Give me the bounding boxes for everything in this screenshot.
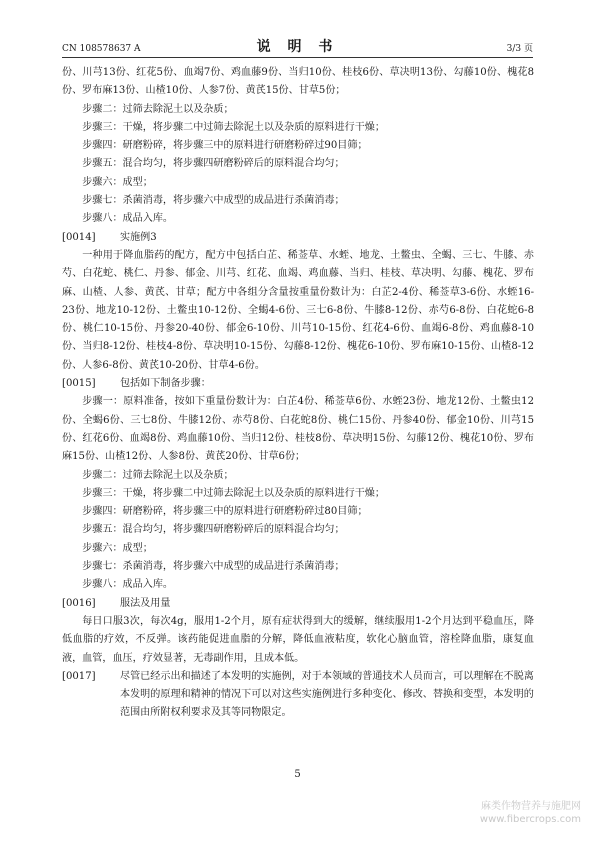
page-indicator: 3/3 页 [506, 44, 533, 54]
body-paragraph: 步骤七：杀菌消毒，将步骤六中成型的成品进行杀菌消毒； [82, 195, 345, 207]
patent-number: CN 108578637 A [62, 44, 141, 54]
section-paragraph [62, 375, 534, 393]
body-paragraph: 步骤八：成品入库。 [82, 213, 174, 225]
continued-paragraph: 份、川芎13份、红花5份、血竭7份、鸡血藤9份、当归10份、桂枝6份、草决明13份、勾藤10份、槐花8份、罗布麻13份、山楂10份、人参7份、黄芪15份、甘草5份； [62, 67, 534, 97]
body-paragraph: 步骤六：成型； [82, 542, 153, 554]
document-title: 说 明 书 [256, 39, 339, 55]
body-paragraph: 步骤五：混合均匀，将步骤四研磨粉碎后的原料混合均匀； [82, 158, 345, 170]
body-paragraph: 步骤七：杀菌消毒，将步骤六中成型的成品进行杀菌消毒； [82, 561, 345, 573]
page-number: 5 [294, 769, 301, 780]
paragraph-text: 实施例3 [120, 231, 157, 243]
watermark [480, 800, 581, 826]
body-paragraph: 每日口服3次，每次4g，服用1-2个月，原有症状得到大的缓解，继续服用1-2个月达到平稳血压，降低血脂的疗效，不反弹。该药能促进血脂的分解，降低血液粘度，软化心脑血管，溶栓降血脂，康复血液，血管，血压，疗效显著，无毒副作用，且成本低。 [62, 615, 534, 664]
body-paragraph: 一种用于降血脂药的配方，配方中包括白芷、稀莶草、水蛭、地龙、土鳖虫、全蝎、三七、牛膝、赤芍、白花蛇、桃仁、丹参、郁金、川芎、红花、血竭、鸡血藤、当归、桂枝、草决明、勾藤、槐花、罗布麻、山楂、人参、黄芪、甘草；配方中各组分含量按重量份数计为：白芷2-4份、稀莶草3-6份、水蛭16-23份、地龙10-12份、土鳖虫10-12份、全蝎4-6份、三七6-8份、牛膝8-12份、赤芍6-8份、白花蛇6-8份、桃仁10-15份、丹参20-40份、郁金6-10份、川芎10-15份、红花4-6份、血竭6-8份、鸡血藤8-10份、当归8-12份、桂枝4-8份、草决明10-15份、勾藤8-12份、槐花6-10份、罗布麻10-15份、山楂8-12份、人参6-8份、黄芪10-20份、甘草4-6份。 [62, 249, 534, 371]
body-paragraph: 步骤一：原料准备，按如下重量份数计为：白芷4份、稀莶草6份、水蛭23份、地龙12份、土鳖虫12份、全蝎6份、三七8份、牛膝12份、赤芍8份、白花蛇8份、桃仁15份、丹参40份、郁金10份、川芎15份、红花6份、血竭8份、鸡血藤10份、当归12份、桂枝8份、草决明15份、勾藤12份、槐花10份、罗布麻15份、山楂12份、人参8份、黄芪20份、甘草6份； [62, 396, 534, 463]
document-body [62, 64, 534, 723]
watermark-site-name: 麻类作物营养与施肥网 [481, 801, 581, 812]
watermark-url: www.fibercrops.com [479, 814, 581, 825]
page-header [62, 36, 533, 58]
section-paragraph [62, 229, 534, 247]
paragraph-number: [0016] [62, 597, 96, 609]
paragraph-number: [0014] [62, 231, 96, 243]
body-paragraph: 步骤三：干燥，将步骤二中过筛去除泥土以及杂质的原料进行干燥； [82, 121, 385, 133]
paragraph-text: 包括如下制备步骤： [120, 378, 211, 390]
paragraph-number: [0015] [62, 378, 96, 390]
body-paragraph: 步骤四：研磨粉碎，将步骤三中的原料进行研磨粉碎过80目筛； [82, 506, 368, 518]
paragraph-text: 尽管已经示出和描述了本发明的实施例，对于本领域的普通技术人员而言，可以理解在不脱离本发明的原理和精神的情况下可以对这些实施例进行多种变化、修改、替换和变型，本发明的范围由所附权利要求及其等同物限定。 [120, 670, 534, 719]
body-paragraph: 步骤三：干燥，将步骤二中过筛去除泥土以及杂质的原料进行干燥； [82, 487, 385, 499]
paragraph-text: 服法及用量 [120, 597, 171, 609]
header-rule [62, 57, 533, 58]
paragraph-number: [0017] [62, 670, 96, 682]
body-paragraph: 步骤八：成品入库。 [82, 579, 174, 591]
body-paragraph: 步骤四：研磨粉碎，将步骤三中的原料进行研磨粉碎过90目筛； [82, 140, 368, 152]
body-paragraph: 步骤二：过筛去除泥土以及杂质； [82, 469, 234, 481]
section-paragraph [62, 595, 534, 613]
body-paragraph: 步骤五：混合均匀，将步骤四研磨粉碎后的原料混合均匀； [82, 524, 345, 536]
section-paragraph [62, 668, 534, 723]
body-paragraph: 步骤六：成型； [82, 176, 153, 188]
body-paragraph: 步骤二：过筛去除泥土以及杂质； [82, 103, 234, 115]
